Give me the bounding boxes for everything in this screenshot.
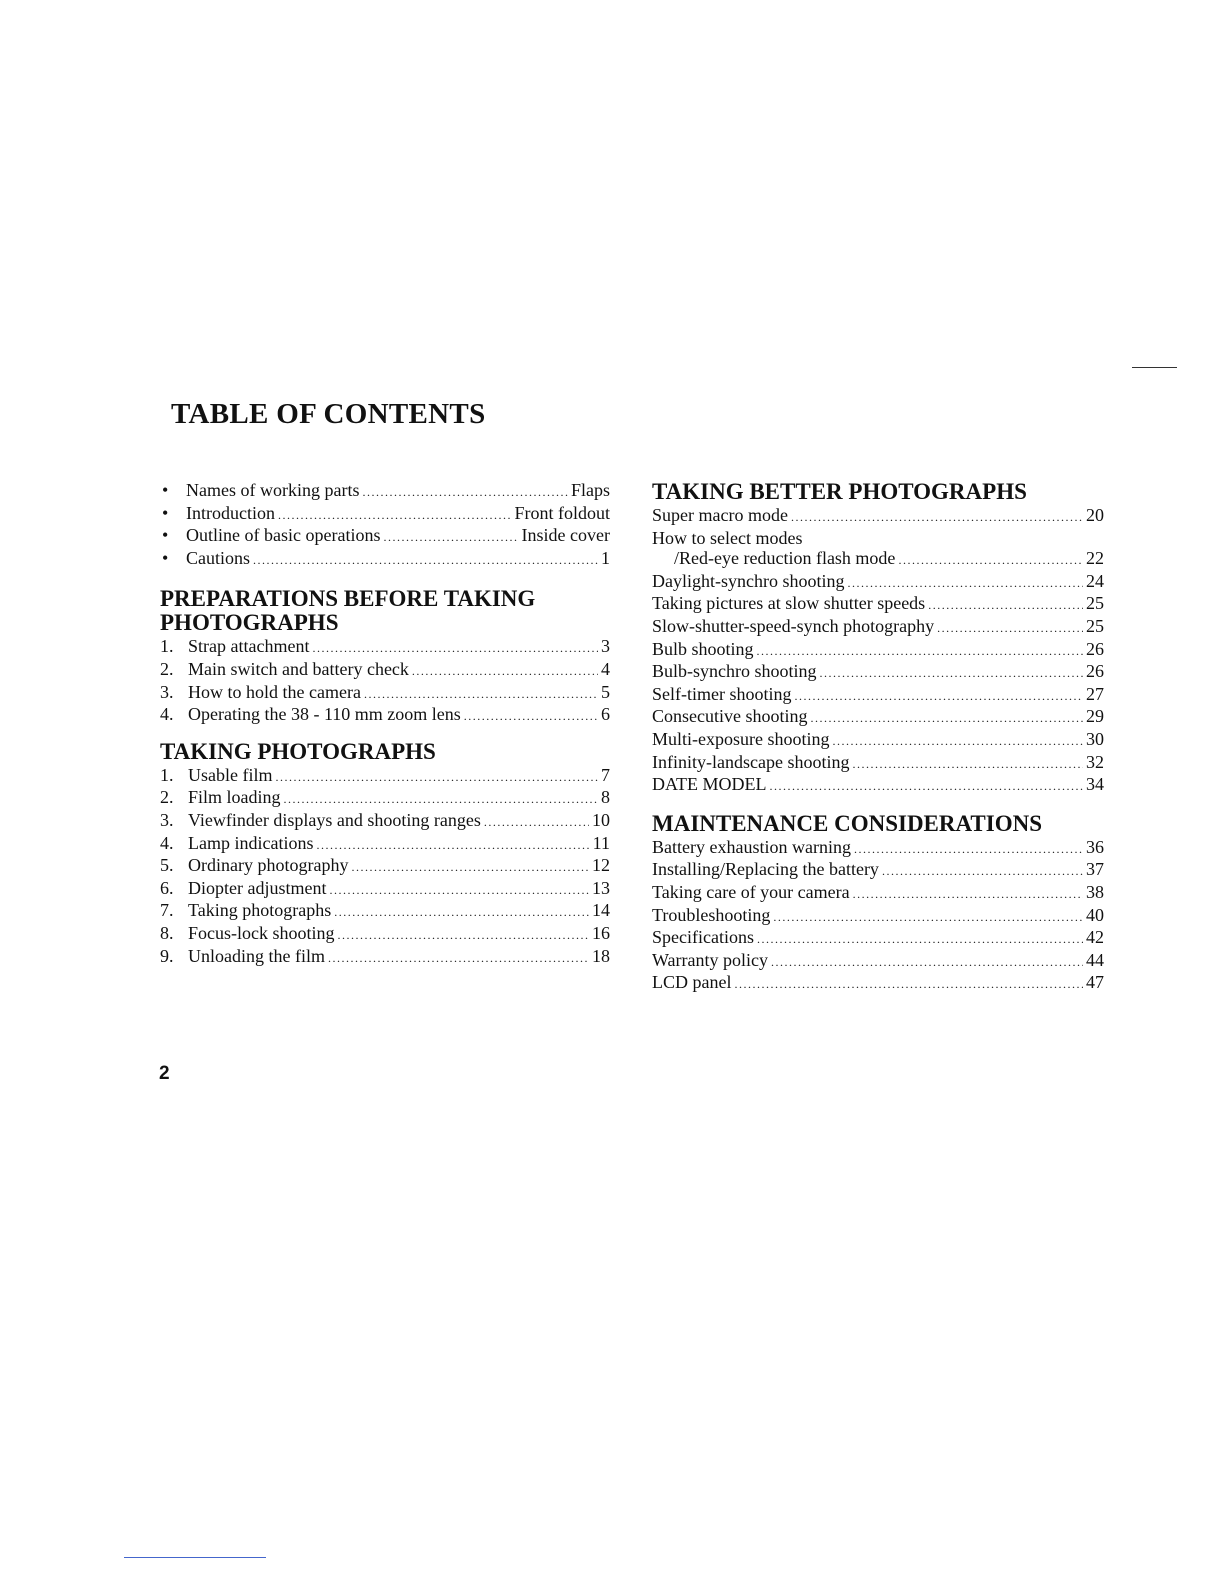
entry-label: Bulb-synchro shooting bbox=[652, 661, 817, 682]
page-title: TABLE OF CONTENTS bbox=[171, 398, 486, 430]
entry-number: 1. bbox=[160, 764, 174, 785]
entry-page: 38 bbox=[1086, 881, 1104, 902]
dot-leader bbox=[329, 880, 589, 901]
entry-page: 34 bbox=[1086, 774, 1104, 795]
entry-page: Inside cover bbox=[521, 525, 610, 546]
entry-number: 6. bbox=[160, 877, 174, 898]
entry-label: DATE MODEL bbox=[652, 774, 767, 795]
entry-label: How to select modes bbox=[652, 527, 803, 548]
toc-entry-installing-battery[interactable] bbox=[652, 859, 1104, 882]
entry-page: 32 bbox=[1086, 751, 1104, 772]
toc-entry-battery-exhaustion[interactable] bbox=[652, 837, 1104, 860]
dot-leader bbox=[362, 482, 568, 503]
entry-number: 5. bbox=[160, 855, 174, 876]
entry-page: 26 bbox=[1086, 661, 1104, 682]
entry-page: 47 bbox=[1086, 972, 1104, 993]
entry-page: 44 bbox=[1086, 949, 1104, 970]
toc-entry-diopter-adjustment[interactable] bbox=[160, 878, 610, 901]
entry-label: Viewfinder displays and shooting ranges bbox=[188, 809, 481, 830]
entry-label: Slow-shutter-speed-synch photography bbox=[652, 615, 935, 636]
entry-label: Ordinary photography bbox=[188, 855, 349, 876]
entry-page: 13 bbox=[592, 877, 610, 898]
entry-page: 12 bbox=[592, 855, 610, 876]
dot-leader bbox=[412, 661, 598, 682]
dot-leader bbox=[484, 812, 589, 833]
dot-leader bbox=[253, 550, 598, 571]
entry-page: 42 bbox=[1086, 927, 1104, 948]
dot-leader bbox=[464, 706, 598, 727]
entry-page: 29 bbox=[1086, 706, 1104, 727]
entry-page: 1 bbox=[601, 547, 610, 568]
section-maintenance bbox=[652, 810, 1104, 995]
dot-leader bbox=[312, 638, 598, 659]
entry-label: Consecutive shooting bbox=[652, 706, 808, 727]
entry-page: 10 bbox=[592, 809, 610, 830]
entry-label: Warranty policy bbox=[652, 949, 769, 970]
entry-label: How to hold the camera bbox=[188, 681, 361, 702]
dot-leader bbox=[757, 641, 1083, 662]
toc-entry-main-switch[interactable] bbox=[160, 659, 610, 682]
entry-label: Battery exhaustion warning bbox=[652, 836, 851, 857]
entry-page: 8 bbox=[601, 787, 610, 808]
toc-entry-usable-film[interactable] bbox=[160, 765, 610, 788]
dot-leader bbox=[338, 925, 590, 946]
entry-label: LCD panel bbox=[652, 972, 732, 993]
bullet-icon: • bbox=[162, 480, 169, 500]
dot-leader bbox=[928, 595, 1083, 616]
toc-entry-hold-camera[interactable] bbox=[160, 682, 610, 705]
toc-entry-slow-shutter-synch[interactable] bbox=[652, 616, 1104, 639]
toc-entry-self-timer[interactable] bbox=[652, 684, 1104, 707]
entry-page: 14 bbox=[592, 900, 610, 921]
entry-label: Unloading the film bbox=[188, 945, 325, 966]
toc-entry-slow-shutter[interactable] bbox=[652, 593, 1104, 616]
entry-label: Lamp indications bbox=[188, 832, 314, 853]
dot-leader bbox=[854, 839, 1083, 860]
toc-entry-camera-care[interactable] bbox=[652, 882, 1104, 905]
dot-leader bbox=[791, 507, 1083, 528]
dot-leader bbox=[770, 776, 1084, 797]
entry-page: 40 bbox=[1086, 904, 1104, 925]
toc-entry-zoom-lens[interactable] bbox=[160, 704, 610, 727]
entry-label: Operating the 38 - 110 mm zoom lens bbox=[188, 704, 461, 725]
bottom-rule bbox=[124, 1557, 266, 1558]
toc-entry-focus-lock[interactable] bbox=[160, 923, 610, 946]
entry-label: Diopter adjustment bbox=[188, 877, 327, 898]
entry-label: /Red-eye reduction flash mode bbox=[674, 548, 896, 569]
margin-mark bbox=[1132, 367, 1177, 368]
entry-label: Multi-exposure shooting bbox=[652, 728, 830, 749]
entry-page: 37 bbox=[1086, 859, 1104, 880]
dot-leader bbox=[820, 663, 1084, 684]
entry-label: Introduction bbox=[186, 502, 275, 523]
entry-page: 25 bbox=[1086, 615, 1104, 636]
entry-number: 7. bbox=[160, 900, 174, 921]
bullet-icon: • bbox=[162, 547, 169, 568]
toc-entry-specifications[interactable] bbox=[652, 927, 1104, 950]
entry-label: Film loading bbox=[188, 787, 281, 808]
dot-leader bbox=[937, 618, 1083, 639]
toc-entry-cautions[interactable] bbox=[160, 548, 610, 571]
entry-number: 1. bbox=[160, 636, 174, 657]
toc-entry-bulb-synchro[interactable] bbox=[652, 661, 1104, 684]
dot-leader bbox=[794, 686, 1083, 707]
bullet-icon: • bbox=[162, 525, 169, 546]
toc-entry-infinity-landscape[interactable] bbox=[652, 752, 1104, 775]
dot-leader bbox=[316, 835, 589, 856]
toc-entry-introduction[interactable] bbox=[160, 503, 610, 526]
toc-entry-lamp-indications[interactable] bbox=[160, 833, 610, 856]
dot-leader bbox=[334, 902, 589, 923]
toc-entry-unloading-film[interactable] bbox=[160, 946, 610, 969]
entry-page: 30 bbox=[1086, 728, 1104, 749]
toc-left-column bbox=[160, 480, 610, 968]
entry-label: Daylight-synchro shooting bbox=[652, 570, 845, 591]
entry-page: 25 bbox=[1086, 593, 1104, 614]
toc-entry-warranty[interactable] bbox=[652, 950, 1104, 973]
entry-page: 3 bbox=[601, 636, 610, 657]
entry-page: 11 bbox=[592, 832, 610, 853]
entry-number: 4. bbox=[160, 832, 174, 853]
entry-page: 20 bbox=[1086, 505, 1104, 525]
dot-leader bbox=[734, 974, 1083, 995]
toc-entry-outline-of-basic-operations[interactable] bbox=[160, 525, 610, 548]
entry-label: Troubleshooting bbox=[652, 904, 771, 925]
section-preparations bbox=[160, 588, 610, 726]
toc-entry-select-modes[interactable] bbox=[652, 528, 1104, 549]
toc-entry-strap-attachment[interactable] bbox=[160, 636, 610, 659]
entry-page: 24 bbox=[1086, 570, 1104, 591]
entry-page: 4 bbox=[601, 658, 610, 679]
dot-leader bbox=[811, 708, 1084, 729]
entry-number: 3. bbox=[160, 681, 174, 702]
dot-leader bbox=[284, 789, 598, 810]
entry-label: Outline of basic operations bbox=[186, 525, 381, 546]
toc-entry-film-loading[interactable] bbox=[160, 787, 610, 810]
section-taking-better bbox=[652, 481, 1104, 797]
entry-label: Installing/Replacing the battery bbox=[652, 859, 879, 880]
entry-page: 16 bbox=[592, 922, 610, 943]
entry-number: 2. bbox=[160, 658, 174, 679]
toc-entry-viewfinder-displays[interactable] bbox=[160, 810, 610, 833]
toc-entry-super-macro[interactable] bbox=[652, 505, 1104, 528]
dot-leader bbox=[833, 731, 1084, 752]
dot-leader bbox=[773, 907, 1083, 928]
entry-page: 6 bbox=[601, 704, 610, 725]
entry-label: Taking pictures at slow shutter speeds bbox=[652, 593, 926, 614]
dot-leader bbox=[882, 861, 1083, 882]
toc-entry-ordinary-photography[interactable] bbox=[160, 855, 610, 878]
intro-list bbox=[160, 480, 610, 570]
entry-label: Focus-lock shooting bbox=[188, 922, 335, 943]
dot-leader bbox=[853, 884, 1083, 905]
dot-leader bbox=[351, 857, 589, 878]
toc-entry-red-eye[interactable] bbox=[652, 548, 1104, 571]
entry-label: Cautions bbox=[186, 547, 251, 568]
toc-entry-daylight-synchro[interactable] bbox=[652, 571, 1104, 594]
bullet-icon: • bbox=[162, 502, 169, 523]
toc-entry-names-of-working-parts[interactable] bbox=[160, 480, 610, 503]
dot-leader bbox=[847, 573, 1083, 594]
entry-page: 7 bbox=[601, 764, 610, 785]
entry-label: Specifications bbox=[652, 927, 754, 948]
entry-page: 18 bbox=[592, 945, 610, 966]
entry-number: 2. bbox=[160, 787, 174, 808]
dot-leader bbox=[364, 684, 598, 705]
entry-label: Self-timer shooting bbox=[652, 683, 792, 704]
page-number: 2 bbox=[159, 1063, 170, 1084]
section-heading: TAKING PHOTOGRAPHS bbox=[160, 738, 436, 764]
entry-page: 27 bbox=[1086, 683, 1104, 704]
dot-leader bbox=[328, 948, 589, 969]
dot-leader bbox=[757, 929, 1083, 950]
toc-entry-bulb-shooting[interactable] bbox=[652, 639, 1104, 662]
entry-label: Usable film bbox=[188, 764, 273, 785]
toc-entry-date-model[interactable] bbox=[652, 774, 1104, 797]
toc-entry-multi-exposure[interactable] bbox=[652, 729, 1104, 752]
entry-number: 3. bbox=[160, 809, 174, 830]
entry-page: 36 bbox=[1086, 836, 1104, 857]
entry-label: Taking care of your camera bbox=[652, 881, 850, 902]
dot-leader bbox=[898, 550, 1083, 571]
section-taking-photographs bbox=[160, 738, 610, 968]
entry-label: Main switch and battery check bbox=[188, 658, 409, 679]
toc-right-column bbox=[652, 481, 1104, 995]
dot-leader bbox=[383, 527, 518, 548]
section-heading: PREPARATIONS BEFORE TAKING bbox=[160, 586, 536, 612]
entry-page: 26 bbox=[1086, 638, 1104, 659]
entry-label: Names of working parts bbox=[186, 480, 360, 500]
entry-number: 9. bbox=[160, 945, 174, 966]
dot-leader bbox=[278, 505, 512, 526]
toc-entry-troubleshooting[interactable] bbox=[652, 905, 1104, 928]
dot-leader bbox=[852, 754, 1083, 775]
entry-number: 4. bbox=[160, 704, 174, 725]
toc-entry-taking-photographs[interactable] bbox=[160, 900, 610, 923]
section-heading-continued: PHOTOGRAPHS bbox=[160, 610, 339, 636]
entry-label: Super macro mode bbox=[652, 505, 788, 525]
entry-page: 5 bbox=[601, 681, 610, 702]
entry-page: Flaps bbox=[570, 480, 610, 500]
dot-leader bbox=[275, 767, 598, 788]
entry-number: 8. bbox=[160, 922, 174, 943]
entry-label: Strap attachment bbox=[188, 636, 310, 657]
entry-label: Bulb shooting bbox=[652, 638, 754, 659]
section-heading: TAKING BETTER PHOTOGRAPHS bbox=[652, 479, 1027, 504]
section-heading: MAINTENANCE CONSIDERATIONS bbox=[652, 810, 1042, 836]
entry-page: Front foldout bbox=[514, 502, 610, 523]
toc-entry-consecutive[interactable] bbox=[652, 706, 1104, 729]
dot-leader bbox=[771, 952, 1083, 973]
toc-entry-lcd-panel[interactable] bbox=[652, 972, 1104, 995]
entry-page: 22 bbox=[1086, 548, 1104, 569]
entry-label: Infinity-landscape shooting bbox=[652, 751, 850, 772]
entry-label: Taking photographs bbox=[188, 900, 332, 921]
